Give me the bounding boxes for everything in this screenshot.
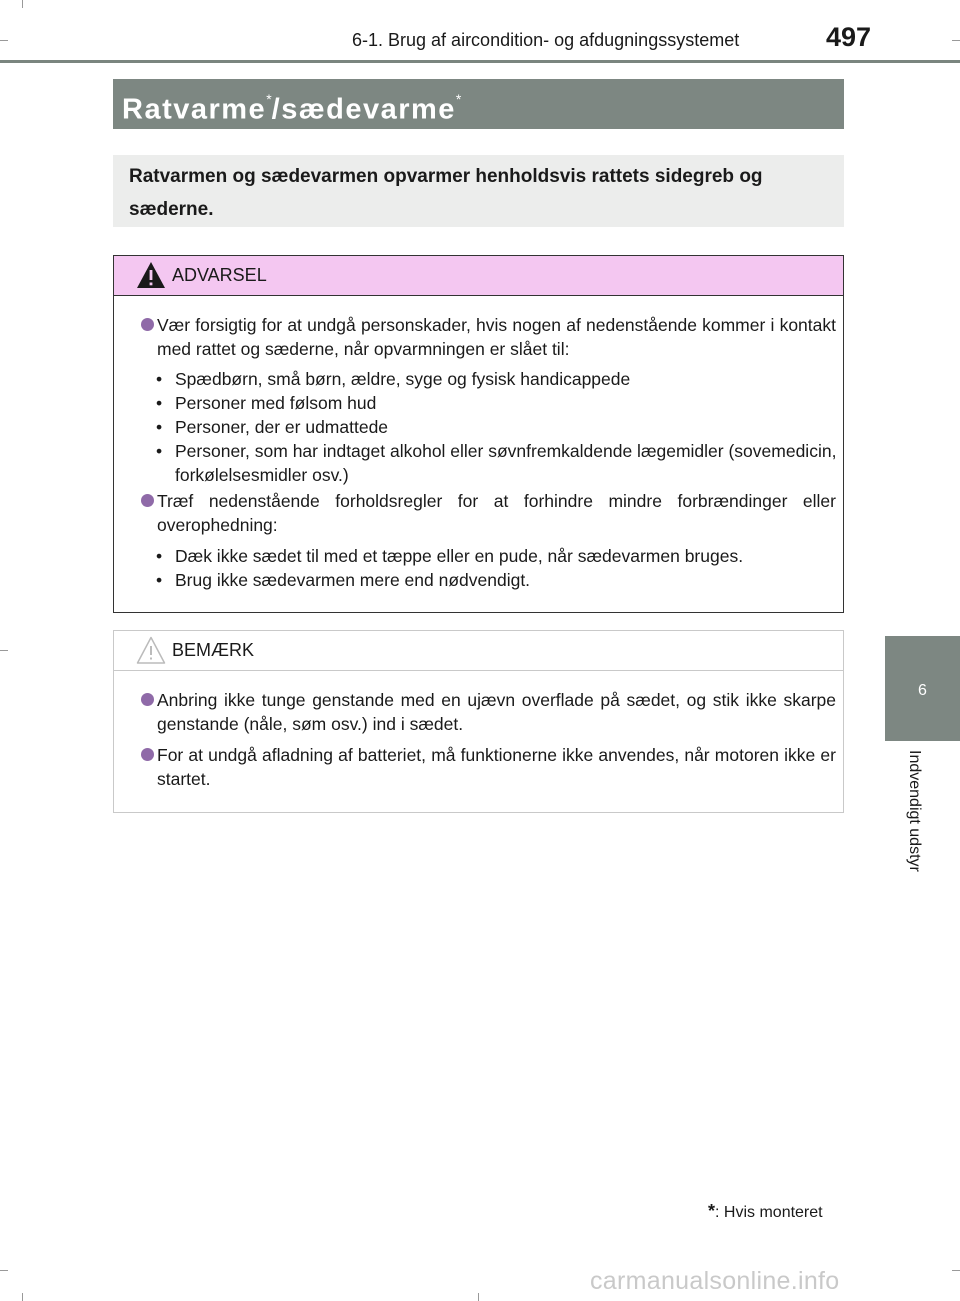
header-rule xyxy=(0,60,960,63)
page-number: 497 xyxy=(826,22,872,52)
footnote xyxy=(708,1201,823,1222)
note-item-text: For at undgå afladning af batteriet, må funktionerne ikke anvendes, når motoren ikke er startet. xyxy=(157,745,836,789)
warning-header xyxy=(114,256,843,296)
chapter-tab-label: Indvendigt udstyr xyxy=(906,750,923,872)
warning-subitem xyxy=(156,367,846,391)
crop-mark xyxy=(952,40,960,41)
bullet-dot: • xyxy=(156,393,163,413)
warning-subitem-text: Brug ikke sædevarmen mere end nødvendigt. xyxy=(175,570,531,590)
section-title xyxy=(113,79,844,129)
warning-subitem xyxy=(156,439,846,487)
footnote-text: : Hvis monteret xyxy=(715,1204,823,1221)
warning-item xyxy=(141,489,836,537)
bullet-icon xyxy=(141,318,154,331)
intro-summary: Ratvarmen og sædevarmen opvarmer henholdsvis rattets sidegreb og sæderne. xyxy=(113,155,844,227)
bullet-dot: • xyxy=(156,570,163,590)
caution-triangle-outline-icon xyxy=(135,635,167,665)
crop-mark xyxy=(0,40,8,41)
warning-triangle-icon xyxy=(135,260,167,290)
bullet-dot: • xyxy=(156,417,163,437)
section-title-part-2: sædevarme xyxy=(281,93,456,126)
crop-mark xyxy=(22,1293,23,1301)
note-item xyxy=(141,743,836,791)
note-item xyxy=(141,688,836,736)
note-item-text: Anbring ikke tunge genstande med en ujævn overflade på sædet, og stik ikke skarpe genstande (nåle, søm osv.) ind i sædet. xyxy=(157,690,836,734)
crop-mark xyxy=(478,1293,479,1301)
crop-mark xyxy=(0,1270,8,1271)
warning-subitem xyxy=(156,415,846,439)
note-label: BEMÆRK xyxy=(172,640,255,660)
optional-mark: * xyxy=(266,91,272,107)
warning-item-text: Vær forsigtig for at undgå personskader, hvis nogen af nedenstående kommer i kontakt med rattet og sæderne, når opvarmningen er slået til: xyxy=(157,315,836,359)
warning-subitem xyxy=(156,568,846,592)
crop-mark xyxy=(952,1270,960,1271)
note-header xyxy=(114,631,843,671)
chapter-title: 6-1. Brug af aircondition- og afdugningssystemet xyxy=(352,30,740,50)
warning-subitem-text: Dæk ikke sædet til med et tæppe eller en pude, når sædevarmen bruges. xyxy=(175,546,744,566)
warning-subitem xyxy=(156,544,846,568)
bullet-icon xyxy=(141,693,154,706)
warning-box xyxy=(113,255,844,613)
crop-mark xyxy=(0,650,8,651)
note-box xyxy=(113,630,844,813)
bullet-icon xyxy=(141,494,154,507)
section-title-part-1: Ratvarme xyxy=(122,93,267,126)
warning-subitem-text: Personer med følsom hud xyxy=(175,393,377,413)
bullet-dot: • xyxy=(156,441,163,461)
warning-item-text: Træf nedenstående forholdsregler for at forhindre mindre forbrændinger eller overophedning: xyxy=(157,491,836,535)
warning-label: ADVARSEL xyxy=(172,265,267,285)
warning-item xyxy=(141,313,836,361)
chapter-tab-number: 6 xyxy=(918,682,927,699)
bullet-dot: • xyxy=(156,369,163,389)
bullet-dot: • xyxy=(156,546,163,566)
watermark: carmanualsonline.info xyxy=(590,1267,840,1295)
chapter-tab xyxy=(885,636,960,741)
bullet-icon xyxy=(141,748,154,761)
warning-subitem xyxy=(156,391,846,415)
warning-subitem-text: Personer, som har indtaget alkohol eller søvnfremkaldende lægemidler (sovemedicin, forkølelsesmidler osv.) xyxy=(175,441,837,485)
warning-subitem-text: Spædbørn, små børn, ældre, syge og fysisk handicappede xyxy=(175,369,631,389)
crop-mark xyxy=(22,0,23,8)
optional-mark: * xyxy=(708,1201,716,1221)
optional-mark: * xyxy=(455,91,462,107)
warning-subitem-text: Personer, der er udmattede xyxy=(175,417,389,437)
section-title-separator: / xyxy=(271,93,282,126)
